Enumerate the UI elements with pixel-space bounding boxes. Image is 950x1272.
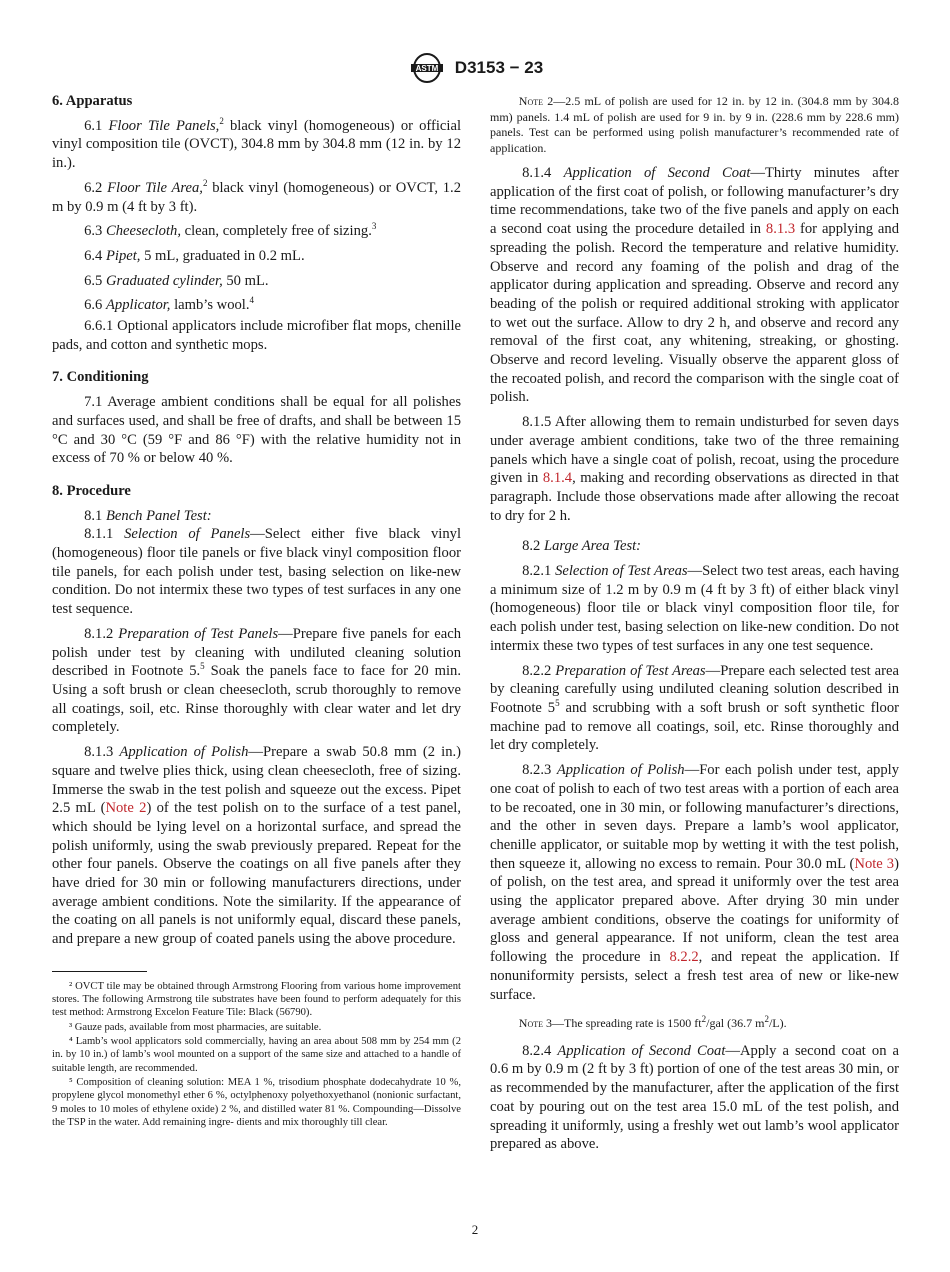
para-6-6: 6.6 Applicator, lamb’s wool.$^4$: [84, 295, 254, 314]
para-8-2-1: 8.2.1 Selection of Test Areas—Select two test areas, each having a minimum size of 1.2 m by 0.9 m (4 ft by 3 ft) of either black vinyl (homogeneous) floor tile or black vinyl composition floor tile, for each polish under test, basing selection on like-new condition. Do not intermix these two types of test surfaces in any one test sequence.: [490, 563, 899, 654]
note-2: Note 2—2.5 mL of polish are used for 12 in. by 12 in. (304.8 mm by 304.8 mm) panels. 1.4 mL of polish are used for 9 in. by 9 in. (228.6 mm by 228.6 mm) panels. Test can be performed using polish manufacturer’s recommended rate of application.: [490, 94, 899, 155]
footnote-divider: [52, 971, 147, 972]
left-column: [52, 92, 461, 1130]
para-6-5: 6.5 Graduated cylinder, 50 mL.: [84, 272, 269, 289]
section-8-heading: 8. Procedure: [52, 482, 131, 499]
para-8-1-4: 8.1.4 Application of Second Coat—Thirty minutes after application of the first coat of polish, or following manufacturer’s dry time recommendations, take two of the five panels and apply on each a second coat using the procedure detailed in 8.1.3 for applying and spreading the polish. Record the temperature and relative humidity. Observe and record any foaming of the polish and drag of the applicator during application and spreading. Observe and record any beading of the polish or required additional stroking with applicator to wet out the surface. Allow to dry 2 h, and observe and record any removal of the first coat, any whitening, streaking, or ghosting. Observe and record leveling. Visually observe the apparent gloss of the recoated polish, and record the comparison with the single coat of polish.: [490, 165, 900, 406]
para-8-2: 8.2 Large Area Test:: [522, 538, 642, 555]
para-6-6-1: 6.6.1 Optional applicators include microfiber flat mops, chenille pads, and cotton and synthetic mops.: [52, 318, 461, 353]
astm-logo-icon: [407, 52, 447, 84]
para-8-2-3: 8.2.3 Application of Polish—For each polish under test, apply one coat of polish to each of two test areas with a portion of each area to be recoated, one in 30 min, or following manufacturer’s directions, and the other in seven days. Prepare a lamb’s wool applicator, chenille applicator, or suitable mop by wetting it with the test polish, then squeeze it, allowing no excess to remain. Pour 30.0 mL (Note 3) of polish, on the test area, and spread it uniformly over the test area using the applicator prepared above. After drying 30 min under average ambient conditions, observe the coatings for uniformity of gloss and general appearance. If not uniform, clean the test area following the procedure in 8.2.2, and repeat the application. If nonuniformity persists, select a fresh test area of new or like-new surface.: [490, 762, 900, 1003]
note-3-link[interactable]: Note 3: [854, 855, 895, 872]
para-6-2: 6.2 Floor Tile Area,$^2$ black vinyl (homogeneous) or OVCT, 1.2 m by 0.9 m (4 ft by 3 ft).: [52, 177, 462, 215]
page-header: [0, 52, 950, 84]
para-8-1-5: 8.1.5 After allowing them to remain undisturbed for seven days under average ambient conditions, take two of the three remaining panels which have a single coat of polish, recoat, using the procedure given in 8.1.4, making and recording observations as directed in that paragraph. Include those observations made after allowing the recoat to dry for 2 h.: [490, 414, 899, 524]
section-7-heading: 7. Conditioning: [52, 369, 149, 386]
note-3: Note 3—The spreading rate is 1500 $ft^2$/gal (36.7 $m^2/L$).: [518, 1014, 787, 1031]
standard-designation: D3153 − 23: [454, 58, 544, 77]
note-2-link[interactable]: Note 2: [105, 800, 147, 817]
footnote-5: ⁵ Composition of cleaning solution: MEA 1 %, trisodium phosphate dodecahydrate 10 %, propylene glycol monomethyl ether 6 %, octylphenoxy polyethoxyethanol (nonionic surfactant, 9 moles to 10 moles of ethylene oxide) 2 %, and distilled water 81 %. Compounding—Dissolve the TSP in the water. Add remaining ingre- dients and mix thoroughly till clear.: [52, 1076, 461, 1128]
para-8-1: 8.1 Bench Panel Test:: [84, 507, 212, 524]
footnote-2: ² OVCT tile may be obtained through Armstrong Flooring from various home improvement stores. The following Armstrong tile substrates have been found to perform adequately for this test method: Armstrong Excelon Feature Tile: Black (56790).: [52, 980, 461, 1019]
para-6-4: 6.4 Pipet, 5 mL, graduated in 0.2 mL.: [84, 247, 305, 264]
section-6-heading: 6. Apparatus: [52, 93, 133, 109]
footnote-3: ³ Gauze pads, available from most pharmacies, are suitable.: [68, 1021, 322, 1033]
para-6-1: 6.1 Floor Tile Panels,$^2$ black vinyl (homogeneous) or official vinyl composition tile (OVCT), 304.8 mm by 304.8 mm (12 in. by 12 in.).: [52, 115, 461, 172]
para-8-1-1: 8.1.1 Selection of Panels—Select either five black vinyl (homogeneous) floor tile panels or five black vinyl composition floor tile panels, for each polish under test, basing selection on like-new condition. Do not intermix these two types of test surfaces in any one test sequence.: [52, 526, 462, 618]
para-8-1-3: 8.1.3 Application of Polish—Prepare a swab 50.8 mm (2 in.) square and twelve plies thick, using clean cheesecloth, free of sizing. Immerse the swab in the test polish and squeeze out the excess. Pipet 2.5 mL (Note 2) of the test polish on to the surface of a test panel, which should be lying level on a horizontal surface, and spread the polish uniformly, using the swab previously prepared. Repeat for the other four panels. Observe the coatings on all five panels after they have dried for 30 min or following manufacturers directions, under average ambient conditions. Note the similarity. If the appearance of the coating on all panels is not uniformly equal, discard these panels, and prepare a new group of coated panels using the above procedure.: [52, 744, 461, 948]
para-8-1-2: 8.1.2 Preparation of Test Panels—Prepare five panels for each polish under test by cleaning with undiluted cleaning solution described in Footnote 5.$^5$ Soak the panels face to face for 20 min. Using a soft brush or clean cheesecloth, scrub thoroughly to remove all coatings, soil, etc. Rinse thoroughly with clear water and let dry completely.: [52, 625, 461, 736]
para-8-2-4: 8.2.4 Application of Second Coat—Apply a second coat on a 0.6 m by 0.9 m (2 ft by 3 ft) portion of one of the test areas 30 min, or as recommended by the manufacturer, after the application of the first coat by pouring out on the test area 15.0 mL of the test polish, and spreading it uniformly, using a freshly wet out lamb’s wool applicator prepared as above.: [490, 1042, 899, 1153]
section-8-1-3-link[interactable]: 8.1.3: [765, 221, 796, 238]
para-8-2-2: 8.2.2 Preparation of Test Areas—Prepare each selected test area by cleaning carefully using undiluted cleaning solution described in Footnote $5^5$ and scrubbing with a soft brush or soft synthetic floor machine pad to remove all coatings, soil, etc. Rinse thoroughly and let dry completely.: [490, 662, 899, 754]
footnote-4: ⁴ Lamb’s wool applicators sold commercially, having an area about 508 mm by 254 mm (2 in. by 10 in.) of lamb’s wool mounted on a support of the same size and attached to a handle of suitable length, are recommended.: [52, 1036, 461, 1074]
para-6-3: 6.3 Cheesecloth, clean, completely free of sizing.$^3$: [84, 221, 377, 240]
page-number: 2: [471, 1222, 479, 1237]
svg-text:ASTM: ASTM: [415, 64, 439, 73]
para-7-1: 7.1 Average ambient conditions shall be equal for all polishes and surfaces used, and shall be free of drafts, and shall be between 15 °C and 30 °C (59 °F and 86 °F) with the relative humidity not in excess of 70 % or below 40 %.: [52, 394, 461, 467]
right-column: [490, 94, 899, 1160]
section-8-2-2-link[interactable]: 8.2.2: [669, 949, 699, 966]
section-8-1-4-link[interactable]: 8.1.4: [542, 470, 573, 487]
